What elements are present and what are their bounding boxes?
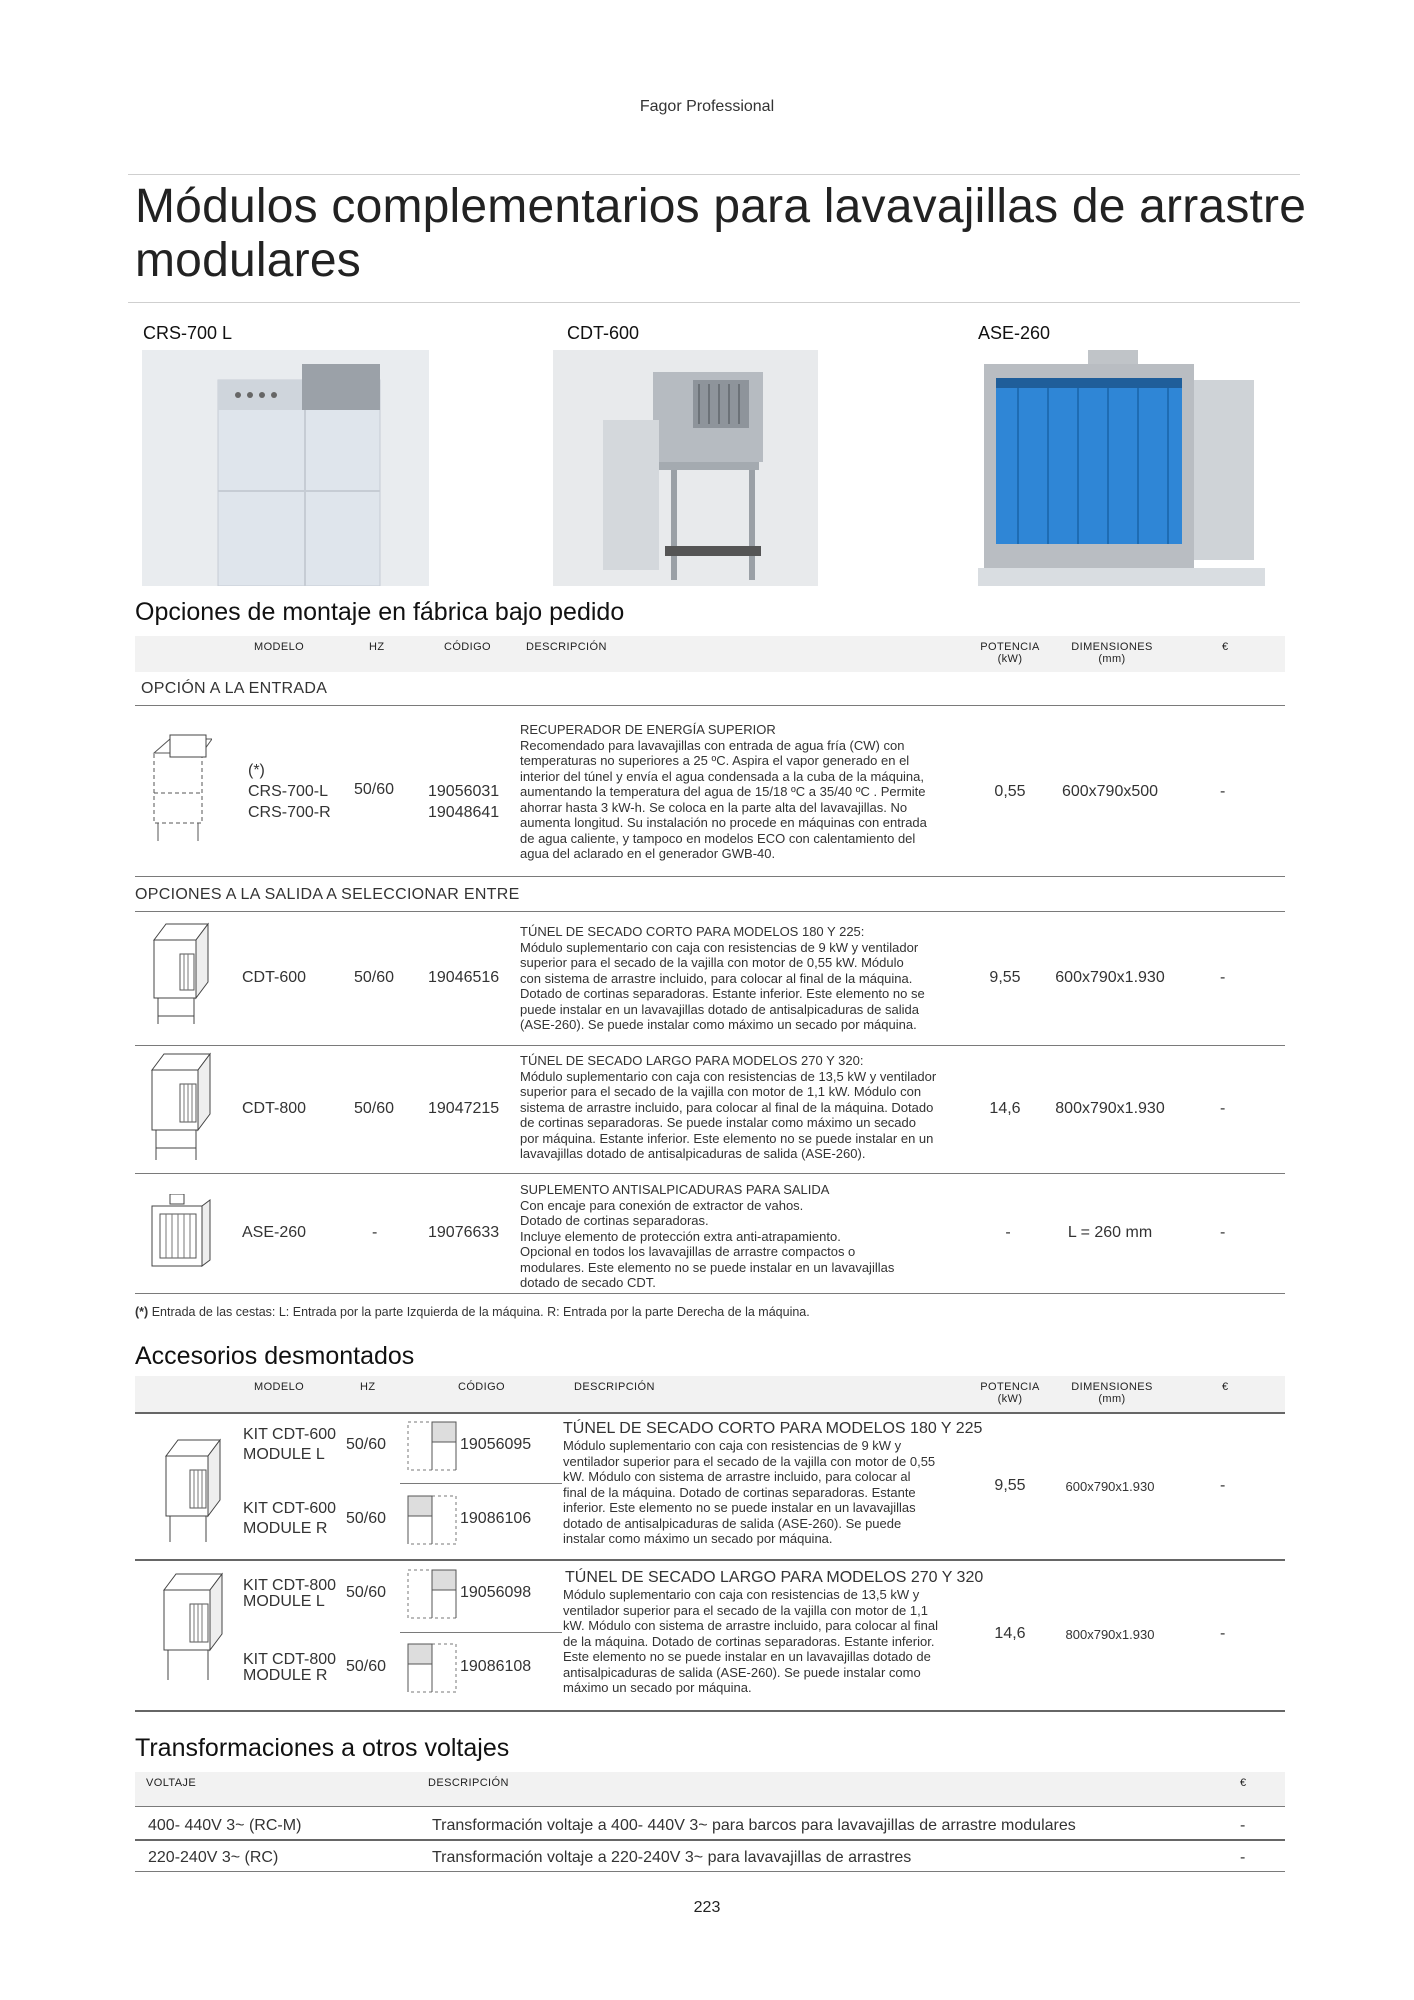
col-hz: HZ	[369, 641, 385, 653]
ase260-photo	[978, 350, 1265, 586]
col-descripcion: DESCRIPCIÓN	[574, 1381, 655, 1393]
kit-cdt800-icon	[160, 1570, 224, 1682]
divider	[128, 174, 1300, 175]
divider	[128, 302, 1300, 303]
row-divider	[135, 1045, 1285, 1046]
module-l-icon	[406, 1568, 458, 1620]
row-divider	[135, 1412, 1285, 1414]
voltaje-desc: Transformación voltaje a 400- 440V 3~ para barcos para lavavajillas de arrastre modulares	[432, 1817, 1076, 1834]
col-modelo: MODELO	[254, 641, 305, 653]
dimensiones-value: 600x790x500	[1061, 783, 1159, 800]
code-value: 19086108	[460, 1658, 532, 1675]
price-value: -	[1220, 783, 1226, 800]
kit-cdt600-icon	[162, 1436, 222, 1544]
product-name-crs700l: CRS-700 L	[143, 323, 233, 343]
row-divider	[135, 1173, 1285, 1174]
crs700l-photo	[142, 350, 429, 586]
row-divider	[135, 705, 1285, 706]
potencia-value: -	[1005, 1224, 1011, 1241]
row-divider	[135, 1871, 1285, 1872]
col-dimensiones: DIMENSIONES (mm)	[1071, 641, 1153, 665]
footnote: (*) Entrada de las cestas: L: Entrada por la parte Izquierda de la máquina. R: Entrada por la parte Derecha de la máquina.	[135, 1305, 810, 1319]
voltaje-desc: Transformación voltaje a 220-240V 3~ para lavavajillas de arrastres	[432, 1849, 912, 1866]
group-label-salida: OPCIONES A LA SALIDA A SELECCIONAR ENTRE	[135, 886, 520, 903]
hz-value: -	[372, 1224, 378, 1241]
page-title: Módulos complementarios para lavavajillas de arrastre modulares	[135, 180, 1307, 287]
row-divider	[135, 1839, 1285, 1841]
product-name-ase260: ASE-260	[978, 323, 1051, 343]
cdt800-icon	[148, 1050, 212, 1162]
code-value: 19056098	[460, 1584, 532, 1601]
row-divider	[135, 1293, 1285, 1294]
description-cdt800: TÚNEL DE SECADO LARGO PARA MODELOS 270 Y 320: Módulo suplementario con caja con resistencias de 13,5 kW y ventilador superior para el secado de la vajilla con motor de 1,1 kW. Módulo con sistema de arrastre incluido, para colocar al final de la máquina. Dotado de cortinas separadoras. Se puede instalar como máximo un secado por máquina. Estante inferior. Este elemento no se puede instalar en un lavavajillas dotado de antisalpicaduras de salida (ASE-260).	[520, 1053, 937, 1161]
code-value: 19056095	[460, 1436, 532, 1453]
col-descripcion: DESCRIPCIÓN	[428, 1777, 509, 1789]
section-title-montaje: Opciones de montaje en fábrica bajo pedido	[135, 598, 625, 626]
hz-value: 50/60	[346, 1658, 387, 1675]
description-crs700: RECUPERADOR DE ENERGÍA SUPERIOR Recomendado para lavavajillas con entrada de agua fría (CW) con temperaturas no superiores a 25 ºC. Aspira el vapor generado en el interior del túnel y envía el agua condensada a la cuba de la máquina, aumentando la temperatura del agua de 15/18 ºC a 35/40 ºC . Permite ahorrar hasta 3 kW-h. Se coloca en la parte alta del lavavajillas. No aumenta longitud. Su instalación no procede en máquinas con entrada de agua caliente, y tampoco en modelos ECO con calentamiento del agua del aclarado en el generador GWB-40.	[520, 722, 927, 861]
col-euro: €	[1222, 641, 1229, 653]
potencia-value: 0,55	[994, 783, 1026, 800]
product-name-cdt600: CDT-600	[567, 323, 640, 343]
price-value: -	[1220, 969, 1226, 986]
dimensiones-value: 800x790x1.930	[1055, 1100, 1165, 1117]
kit-description: Módulo suplementario con caja con resistencias de 9 kW y ventilador superior para el secado de la vajilla con motor de 0,55 kW. Módulo con sistema de arrastre incluido, para colocar al final de la máquina. Dotado de cortinas separadoras. Estante inferior. Este elemento no se puede instalar en un lavavajillas dotado de antisalpicaduras de salida (ASE-260). Se puede instalar como máximo un secado por máquina.	[563, 1438, 936, 1546]
price-value: -	[1240, 1849, 1246, 1866]
module-r-icon	[406, 1642, 458, 1694]
kit-description: Módulo suplementario con caja con resistencias de 13,5 kW y ventilador superior para el secado de la vajilla con motor de 1,1 kW. Módulo con sistema de arrastre incluido, para colocar al final de la máquina. Dotado de cortinas separadoras. Estante inferior. Este elemento no se puede instalar en un lavavajillas dotado de antisalpicaduras de salida (ASE-260). Se puede instalar como máximo un secado por máquina.	[563, 1587, 939, 1695]
hz-value: 50/60	[346, 1436, 387, 1453]
description-ase260: SUPLEMENTO ANTISALPICADURAS PARA SALIDA Con encaje para conexión de extractor de vahos. Dotado de cortinas separadoras. Incluye elemento de protección extra anti-atrapamiento. Opcional en todos los lavavajillas de arrastre compactos o modulares. Este elemento no se puede instalar en un lavavajillas dotado de secado CDT.	[520, 1182, 895, 1290]
table-header	[135, 1772, 1285, 1806]
row-divider	[135, 876, 1285, 877]
col-descripcion: DESCRIPCIÓN	[526, 641, 607, 653]
row-divider	[135, 911, 1285, 912]
model-cdt600: CDT-600	[242, 969, 307, 986]
hz-value: 50/60	[354, 781, 395, 798]
dimensiones-value: 600x790x1.930	[1065, 1479, 1155, 1494]
col-potencia: POTENCIA (kW)	[980, 641, 1040, 665]
kit-model: KIT CDT-800 MODULE L	[243, 1577, 337, 1610]
price-value: -	[1220, 1100, 1226, 1117]
group-label-entrada: OPCIÓN A LA ENTRADA	[141, 680, 328, 697]
hz-value: 50/60	[354, 969, 395, 986]
section-title-accesorios: Accesorios desmontados	[135, 1342, 415, 1370]
hz-value: 50/60	[346, 1510, 387, 1527]
col-euro: €	[1222, 1381, 1229, 1393]
kit-model: KIT CDT-600 MODULE L	[243, 1426, 337, 1463]
potencia-value: 9,55	[989, 969, 1021, 986]
price-value: -	[1220, 1477, 1226, 1494]
cdt600-icon	[150, 920, 210, 1026]
kit-model: KIT CDT-800 MODULE R	[243, 1651, 337, 1684]
code-value: 19047215	[428, 1100, 500, 1117]
cdt600-photo	[553, 350, 818, 586]
dimensiones-value: 600x790x1.930	[1055, 969, 1165, 986]
description-cdt600: TÚNEL DE SECADO CORTO PARA MODELOS 180 Y 225: Módulo suplementario con caja con resistencias de 9 kW y ventilador superior para el secado de la vajilla con motor de 0,55 kW. Módulo con sistema de arrastre incluido, para colocar al final de la máquina. Dotado de cortinas separadoras. Estante inferior. Este elemento no se puede instalar en un lavavajillas dotado de antisalpicaduras de salida (ASE-260). Se puede instalar como máximo un secado por máquina.	[520, 924, 925, 1032]
code-value: 19056031 19048641	[428, 783, 500, 821]
model-crs700: (*) CRS-700-L CRS-700-R	[248, 762, 331, 821]
brand-header: Fagor Professional	[639, 98, 775, 115]
potencia-value: 14,6	[989, 1100, 1021, 1117]
dimensiones-value: L = 260 mm	[1067, 1224, 1153, 1241]
code-value: 19046516	[428, 969, 500, 986]
row-divider	[400, 1632, 562, 1633]
row-divider	[135, 1710, 1285, 1712]
price-value: -	[1240, 1817, 1246, 1834]
row-divider	[400, 1483, 562, 1484]
col-dimensiones: DIMENSIONES (mm)	[1071, 1381, 1153, 1405]
kit-model: KIT CDT-600 MODULE R	[243, 1500, 337, 1537]
model-cdt800: CDT-800	[242, 1100, 307, 1117]
dimensiones-value: 800x790x1.930	[1065, 1627, 1155, 1642]
code-value: 19086106	[460, 1510, 532, 1527]
col-potencia: POTENCIA (kW)	[980, 1381, 1040, 1405]
hz-value: 50/60	[354, 1100, 395, 1117]
kit-desc-title: TÚNEL DE SECADO LARGO PARA MODELOS 270 Y 320	[565, 1569, 984, 1586]
potencia-value: 9,55	[994, 1477, 1026, 1494]
potencia-value: 14,6	[994, 1625, 1026, 1642]
price-value: -	[1220, 1625, 1226, 1642]
kit-desc-title: TÚNEL DE SECADO CORTO PARA MODELOS 180 Y 225	[563, 1420, 983, 1437]
col-modelo: MODELO	[254, 1381, 305, 1393]
voltaje-value: 400- 440V 3~ (RC-M)	[148, 1817, 302, 1834]
col-codigo: CÓDIGO	[458, 1381, 506, 1393]
module-r-icon	[406, 1494, 458, 1546]
voltaje-value: 220-240V 3~ (RC)	[148, 1849, 279, 1866]
model-ase260: ASE-260	[242, 1224, 307, 1241]
crs700-icon	[150, 733, 212, 843]
col-codigo: CÓDIGO	[444, 641, 492, 653]
row-divider	[135, 1806, 1285, 1807]
col-euro: €	[1240, 1777, 1247, 1789]
page-number: 223	[693, 1899, 721, 1916]
section-title-voltajes: Transformaciones a otros voltajes	[135, 1734, 510, 1762]
hz-value: 50/60	[346, 1584, 387, 1601]
module-l-icon	[406, 1420, 458, 1472]
row-divider	[135, 1559, 1285, 1561]
col-voltaje: VOLTAJE	[146, 1777, 197, 1789]
ase260-icon	[148, 1194, 212, 1274]
col-hz: HZ	[360, 1381, 376, 1393]
price-value: -	[1220, 1224, 1226, 1241]
code-value: 19076633	[428, 1224, 500, 1241]
